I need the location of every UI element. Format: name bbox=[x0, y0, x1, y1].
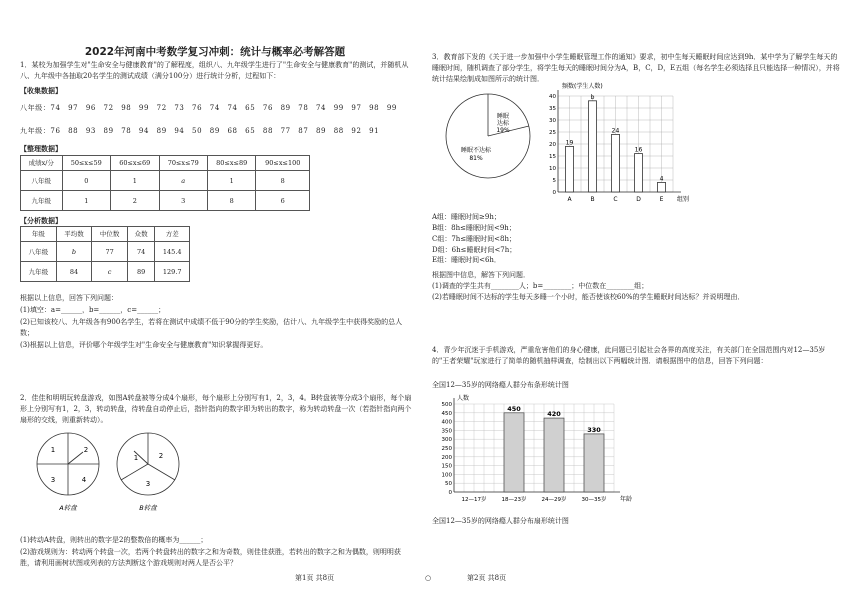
bar bbox=[584, 434, 604, 492]
cell: 1 bbox=[207, 171, 255, 191]
y-tick-label: 350 bbox=[441, 428, 452, 435]
q1-sub3: (3)根据以上信息，评价哪个年级学生对"生命安全与健康教育"知识掌握得更好。 bbox=[20, 341, 268, 349]
cell: 八年级 bbox=[21, 171, 63, 191]
group-line: B组：8h≤睡眠时间<9h； bbox=[432, 223, 516, 232]
th: 成绩x/分 bbox=[21, 156, 63, 171]
x-tick-label: 18—23岁 bbox=[501, 497, 527, 503]
y-tick-label: 450 bbox=[441, 410, 452, 417]
disc-b bbox=[117, 433, 179, 495]
x-tick-label: 24—29岁 bbox=[541, 497, 567, 503]
bar-data-label: 420 bbox=[547, 410, 561, 419]
th: 平均数 bbox=[56, 227, 92, 242]
bar bbox=[589, 101, 597, 192]
cell: a bbox=[159, 171, 207, 191]
disc-a-number: 3 bbox=[50, 476, 56, 484]
y-axis-label: 人数 bbox=[457, 395, 470, 402]
q4-bar-chart bbox=[432, 392, 632, 510]
group-line: D组：6h≤睡眠时间<7h； bbox=[432, 245, 517, 254]
bar bbox=[612, 134, 620, 192]
y-tick-label: 0 bbox=[448, 490, 452, 496]
th: 方差 bbox=[155, 227, 190, 242]
y-tick-label: 25 bbox=[549, 130, 556, 136]
x-tick-label: C bbox=[613, 196, 618, 203]
y-tick-label: 5 bbox=[552, 178, 556, 184]
bar-data-label: 4 bbox=[659, 175, 664, 183]
footer-center-mark: ○ bbox=[425, 574, 432, 582]
cell: 89 bbox=[127, 262, 155, 282]
group-line: A组：睡眠时间≥9h； bbox=[432, 213, 501, 221]
y-tick-label: 40 bbox=[549, 94, 556, 100]
y-tick-label: 15 bbox=[549, 154, 556, 160]
cell: 1 bbox=[62, 191, 110, 211]
th: 50≤x≤59 bbox=[62, 156, 110, 171]
organize-heading: 【整理数据】 bbox=[20, 144, 62, 153]
th: 80≤x≤89 bbox=[207, 156, 255, 171]
q3-sub2: (2)若睡眠时间不达标的学生每天多睡一个小时，能否使该校60%的学生睡眠时间达标？并说明理由． bbox=[432, 293, 745, 301]
q2-sub2: (2)游戏规则为：转动两个转盘一次，若两个转盘转出的数字之和为奇数，则佳佳获胜，若转出的数字之和为偶数，则明明获胜，请利用画树状图或列表的方法判断这个游戏规则对两人是否公平？ bbox=[20, 548, 401, 567]
bar bbox=[504, 413, 524, 492]
q1-sub2: (2)已知该校八、九年级各有900名学生，若将在测试中成绩不低于90分的学生奖励，估计八、九年级学生中获得奖励的总人数； bbox=[20, 318, 403, 337]
pie-label-reach: 睡眠 bbox=[496, 113, 510, 120]
q3-intro: 3．教育部下发的《关于进一步加强中小学生睡眠管理工作的通知》要求，初中生每天睡眠时间应达到9h．某中学为了解学生每天的睡眠时间，随机调查了部分学生，将学生每天的睡眠时间分为A，B，C，D，E五组（每名学生必须选择且只能选择一种情况），并将统计结果绘制成如图所示的统计图． bbox=[432, 53, 840, 83]
bar-data-label: 24 bbox=[611, 127, 620, 135]
q3-pie-chart bbox=[440, 88, 540, 188]
q3-groups bbox=[432, 212, 840, 266]
cell: 九年级 bbox=[21, 191, 63, 211]
cell: 0 bbox=[62, 171, 110, 191]
disc-b-number: 1 bbox=[133, 454, 139, 462]
q4-intro: 4．青少年沉迷于手机游戏，严重危害他们的身心健康，此问题已引起社会各界的高度关注，有关部门在全国范围内对12—35岁的"王者荣耀"玩家进行了简单的随机抽样调查，绘制出以下两幅统计图．请根据图中的信息，回答下列问题： bbox=[432, 346, 826, 365]
y-tick-label: 0 bbox=[552, 190, 556, 196]
grade8-scores: 八年级：74 97 96 72 98 99 72 73 76 74 74 65 76 89 78 74 99 97 98 99 bbox=[20, 104, 397, 112]
q4-bar-title: 全国12—35岁的网络瘾人群分布条形统计图 bbox=[432, 381, 569, 389]
y-axis-label: 频数(学生人数) bbox=[562, 83, 603, 90]
q1-intro: 1．某校为加强学生对"生命安全与健康教育"的了解程度，组织八、九年级学生进行了"生命安全与健康教育"的测试，并随机从八、九年级中各抽取20名学生的测试成绩（满分100分）进行统计分析，过程如下： bbox=[20, 61, 409, 80]
group-line: C组：7h≤睡眠时间<8h； bbox=[432, 234, 517, 243]
cell: 145.4 bbox=[155, 242, 190, 262]
cell: 8 bbox=[256, 171, 310, 191]
cell: 84 bbox=[56, 262, 92, 282]
disc-a-number: 1 bbox=[50, 446, 56, 454]
q2-intro: 2．佳佳和明明玩转盘游戏，如图A转盘被等分成4个扇形，每个扇形上分别写有1，2，3，4。B转盘被等分成3个扇形，每个扇形上分别写有1，2，3，转动转盘，待转盘自动停止后，指针指向的数字即为转出的数字，称为转动转盘一次（若指针指向两个扇形的交线，则重新转动）。 bbox=[20, 394, 412, 424]
grade9-scores: 九年级：76 88 93 89 78 94 89 94 50 89 68 65 88 77 87 89 88 92 91 bbox=[20, 127, 380, 135]
cell: 八年级 bbox=[21, 242, 57, 262]
q1-prompt: 根据以上信息，回答下列问题： bbox=[20, 294, 118, 302]
disc-b-caption: B转盘 bbox=[139, 504, 157, 512]
th: 年级 bbox=[21, 227, 57, 242]
y-tick-label: 250 bbox=[441, 446, 452, 452]
th: 70≤x≤79 bbox=[159, 156, 207, 171]
footer-page-left: 第1页 共8页 bbox=[295, 574, 335, 582]
bar-data-label: 19 bbox=[565, 139, 574, 147]
group-line: E组：睡眠时间<6h． bbox=[432, 256, 501, 265]
bar-data-label: 450 bbox=[507, 404, 521, 413]
cell: 1 bbox=[111, 171, 159, 191]
q2-sub1: (1)转动A转盘，则转出的数字是2的整数倍的概率为______； bbox=[20, 536, 208, 544]
x-axis-label: 年龄 bbox=[620, 496, 632, 503]
pie-label-not-reach-pct: 81% bbox=[469, 155, 483, 162]
footer-page-right: 第2页 共8页 bbox=[467, 574, 507, 582]
cell: b bbox=[56, 242, 92, 262]
y-tick-label: 10 bbox=[549, 166, 556, 172]
cell: c bbox=[92, 262, 128, 282]
x-axis-label: 组别 bbox=[677, 196, 690, 203]
x-tick-label: E bbox=[659, 196, 664, 203]
cell: 6 bbox=[256, 191, 310, 211]
y-tick-label: 500 bbox=[441, 402, 452, 408]
x-tick-label: 12—17岁 bbox=[461, 497, 487, 503]
th: 60≤x≤69 bbox=[111, 156, 159, 171]
y-tick-label: 150 bbox=[441, 463, 452, 470]
pie-label-reach-pct: 19% bbox=[496, 127, 510, 134]
disc-a-caption: A转盘 bbox=[59, 504, 77, 512]
bar-data-label: b bbox=[590, 93, 595, 101]
disc-a bbox=[37, 433, 99, 495]
y-tick-label: 300 bbox=[441, 437, 452, 444]
page-divider bbox=[429, 0, 430, 608]
y-tick-label: 400 bbox=[441, 419, 452, 426]
x-tick-label: 30—35岁 bbox=[581, 497, 607, 503]
th: 90≤x≤100 bbox=[256, 156, 310, 171]
th: 众数 bbox=[127, 227, 155, 242]
cell: 8 bbox=[207, 191, 255, 211]
y-tick-label: 20 bbox=[549, 142, 556, 148]
x-tick-label: D bbox=[636, 196, 641, 203]
disc-b-number: 3 bbox=[145, 480, 151, 488]
q3-prompt: 根据图中信息，解答下列问题． bbox=[432, 271, 530, 279]
analyze-heading: 【分析数据】 bbox=[20, 216, 62, 225]
bar bbox=[658, 182, 666, 192]
disc-a-number: 4 bbox=[81, 476, 87, 484]
y-tick-label: 200 bbox=[441, 454, 452, 461]
disc-b-number: 2 bbox=[158, 452, 164, 460]
th: 中位数 bbox=[92, 227, 128, 242]
page-title: 2022年河南中考数学复习冲刺：统计与概率必考解答题 bbox=[84, 46, 346, 58]
cell: 九年级 bbox=[21, 262, 57, 282]
analyze-table bbox=[20, 226, 190, 282]
cell: 129.7 bbox=[155, 262, 190, 282]
organize-table bbox=[20, 155, 310, 211]
bar-data-label: 330 bbox=[587, 425, 601, 434]
y-tick-label: 30 bbox=[549, 118, 556, 124]
pie-label-reach: 达标 bbox=[496, 120, 510, 127]
y-tick-label: 100 bbox=[441, 472, 452, 479]
cell: 2 bbox=[111, 191, 159, 211]
collect-heading: 【收集数据】 bbox=[20, 86, 62, 95]
bar bbox=[635, 154, 643, 192]
y-tick-label: 35 bbox=[549, 106, 556, 112]
q1-sub1: (1)填空：a=______，b=______，c=______； bbox=[20, 306, 166, 314]
spinner-figure bbox=[28, 430, 188, 530]
q3-sub1: (1)调查的学生共有________人；b=________；中位数在________组； bbox=[432, 282, 649, 290]
cell: 3 bbox=[159, 191, 207, 211]
bar bbox=[566, 146, 574, 192]
cell: 77 bbox=[92, 242, 128, 262]
q3-bar-chart bbox=[540, 80, 690, 208]
pie-label-not-reach: 睡眠不达标 bbox=[460, 147, 492, 154]
x-tick-label: A bbox=[567, 196, 572, 203]
q4-pie-title: 全国12—35岁的网络瘾人群分布扇形统计图 bbox=[432, 517, 569, 525]
x-tick-label: B bbox=[590, 196, 595, 203]
cell: 74 bbox=[127, 242, 155, 262]
bar bbox=[544, 418, 564, 492]
disc-a-number: 2 bbox=[83, 446, 89, 454]
y-tick-label: 50 bbox=[445, 481, 452, 488]
bar-data-label: 16 bbox=[634, 146, 643, 154]
